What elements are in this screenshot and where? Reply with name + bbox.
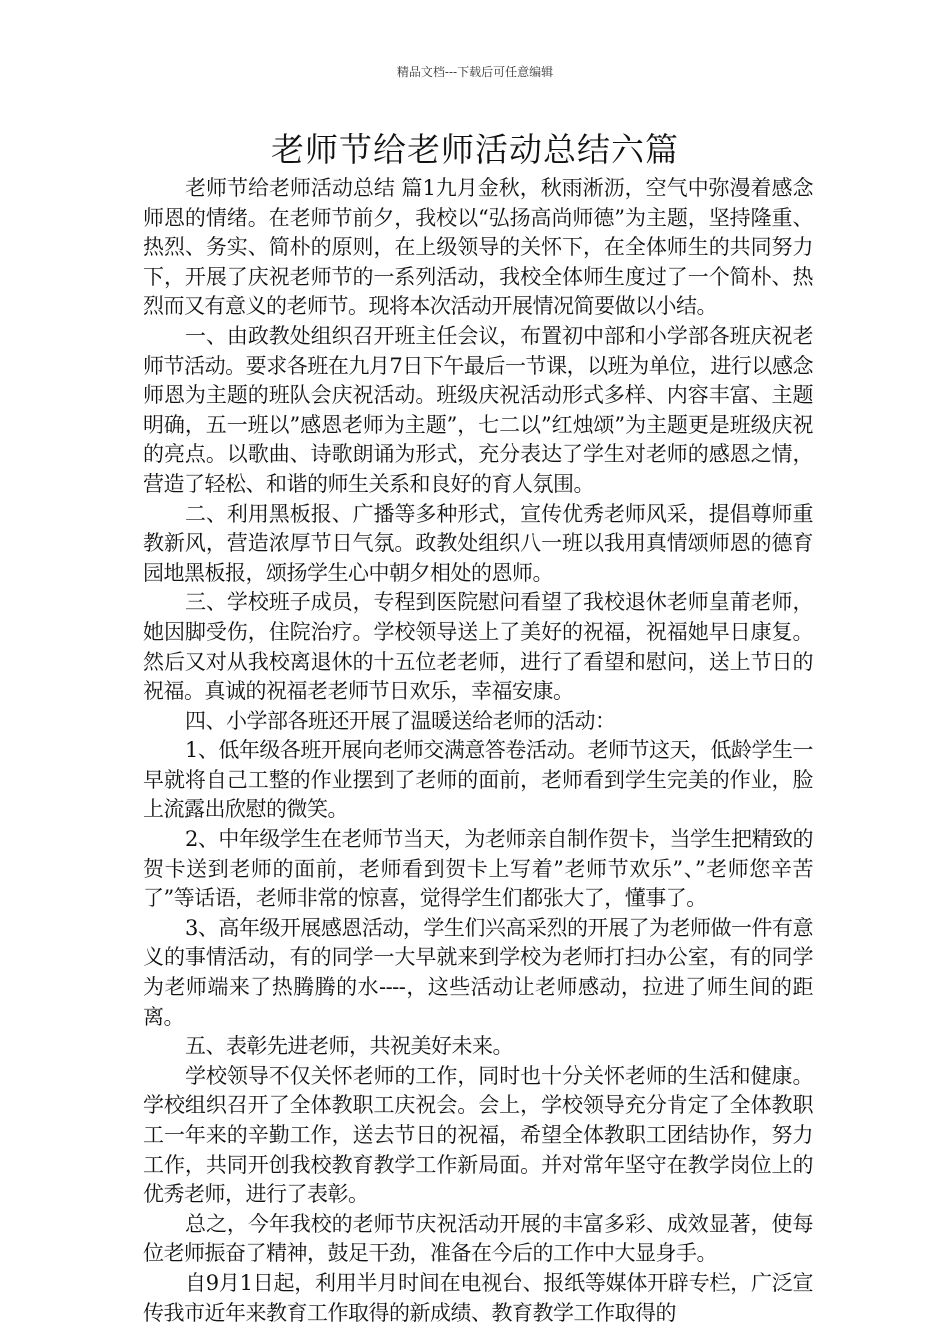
paragraph-publicity: 自9月1日起，利用半月时间在电视台、报纸等媒体开辟专栏，广泛宣传我市近年来教育工作取得的新成绩、教育教学工作取得的 <box>143 1270 813 1325</box>
document-title: 老师节给老师活动总结六篇 <box>271 130 679 169</box>
paragraph-section-4: 四、小学部各班还开展了温暖送给老师的活动： <box>185 708 616 733</box>
header-note: 精品文档---下载后可任意编辑 <box>396 65 554 79</box>
paragraph-section-3: 三、学校班子成员，专程到医院慰问看望了我校退休老师皇莆老师，她因脚受伤，住院治疗。学校领导送上了美好的祝福，祝福她早日康复。然后又对从我校离退休的十五位老老师，进行了看望和慰问，送上节日的祝福。真诚的祝福老老师节日欢乐，幸福安康。 <box>143 590 813 704</box>
paragraph-section-1: 一、由政教处组织召开班主任会议，布置初中部和小学部各班庆祝老师节活动。要求各班在九月7日下午最后一节课，以班为单位，进行以感念师恩为主题的班队会庆祝活动。班级庆祝活动形式多样、内容丰富、主题明确，五一班以”感恩老师为主题”，七二以”红烛颂”为主题更是班级庆祝的亮点。以歌曲、诗歌朗诵为形式，充分表达了学生对老师的感恩之情，营造了轻松、和谐的师生关系和良好的育人氛围。 <box>143 323 813 496</box>
paragraph-item-1: 1、低年级各班开展向老师交满意答卷活动。老师节这天，低龄学生一早就将自己工整的作业摆到了老师的面前，老师看到学生完美的作业，脸上流露出欣慰的微笑。 <box>143 738 813 822</box>
paragraph-item-2: 2、中年级学生在老师节当天，为老师亲自制作贺卡，当学生把精致的贺卡送到老师的面前，老师看到贺卡上写着”老师节欢乐”、”老师您辛苦了”等话语，老师非常的惊喜，觉得学生们都张大了，懂事了。 <box>143 827 813 911</box>
paragraph-summary: 总之，今年我校的老师节庆祝活动开展的丰富多彩、成效显著，使每位老师振奋了精神，鼓足干劲，准备在今后的工作中大显身手。 <box>143 1211 813 1266</box>
document-body <box>143 174 813 1328</box>
paragraph-section-5: 五、表彰先进老师，共祝美好未来。 <box>185 1034 513 1059</box>
paragraph-item-3: 3、高年级开展感恩活动，学生们兴高采烈的开展了为老师做一件有意义的事情活动，有的同学一大早就来到学校为老师打扫办公室，有的同学为老师端来了热腾腾的水----，这些活动让老师感动，拉进了师生间的距离。 <box>143 915 813 1029</box>
paragraph-leadership: 学校领导不仅关怀老师的工作，同时也十分关怀老师的生活和健康。学校组织召开了全体教职工庆祝会。会上，学校领导充分肯定了全体教职工一年来的辛勤工作，送去节日的祝福，希望全体教职工团结协作，努力工作，共同开创我校教育教学工作新局面。并对常年坚守在教学岗位上的优秀老师，进行了表彰。 <box>143 1063 813 1207</box>
paragraph-intro: 老师节给老师活动总结 篇1九月金秋，秋雨淅沥，空气中弥漫着感念师恩的情绪。在老师节前夕，我校以“弘扬高尚师德”为主题，坚持隆重、热烈、务实、简朴的原则，在上级领导的关怀下，在全体师生的共同努力下，开展了庆祝老师节的一系列活动，我校全体师生度过了一个简朴、热烈而又有意义的老师节。现将本次活动开展情况简要做以小结。 <box>143 176 813 319</box>
paragraph-section-2: 二、利用黑板报、广播等多种形式，宣传优秀老师风采，提倡尊师重教新风，营造浓厚节日气氛。政教处组织八一班以我用真情颂师恩的德育园地黑板报，颂扬学生心中朝夕相处的恩师。 <box>143 501 813 585</box>
